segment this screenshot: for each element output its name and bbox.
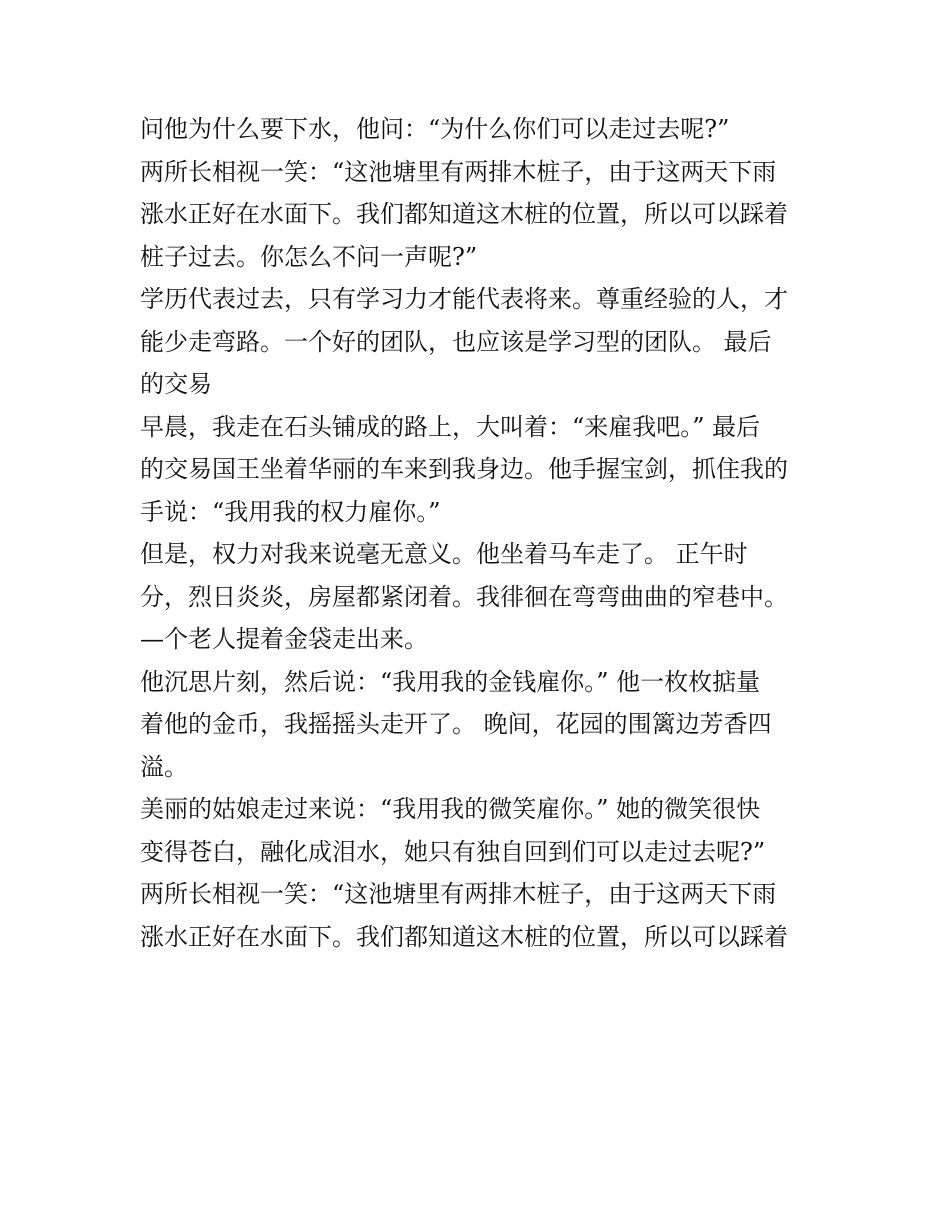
text-line: —个老人提着金袋走出来。 [140, 625, 428, 653]
text-line: 涨水正好在水面下。我们都知道这木桩的位置，所以可以踩着 [140, 922, 788, 951]
text-line: 两所长相视一笑：“这池塘里有两排木桩子，由于这两天下雨 [140, 880, 777, 908]
text-line: 学历代表过去，只有学习力才能代表将来。尊重经验的人，才 [140, 285, 788, 313]
text-line: 变得苍白，融化成泪水，她只有独自回到们可以走过去呢?” [140, 837, 766, 866]
document-body [140, 108, 820, 958]
text-line: 美丽的姑娘走过来说：“我用我的微笑雇你。” 她的微笑很快 [140, 795, 761, 823]
text-line: 的交易 [140, 370, 212, 398]
text-line: 能少走弯路。一个好的团队，也应该是学习型的团队。 最后 [140, 327, 772, 356]
text-line: 问他为什么要下水，他问：“为什么你们可以走过去呢?” [140, 115, 730, 143]
text-line: 涨水正好在水面下。我们都知道这木桩的位置，所以可以踩着 [140, 200, 788, 228]
text-line: 桩子过去。你怎么不问一声呢?” [140, 242, 478, 271]
text-line: 早晨，我走在石头铺成的路上，大叫着：“来雇我吧。” 最后 [140, 412, 761, 441]
text-line: 但是，权力对我来说毫无意义。他坐着马车走了。 正午时 [140, 540, 748, 568]
text-line: 的交易国王坐着华丽的车来到我身边。他手握宝剑，抓住我的 [140, 455, 788, 483]
text-line: 溢。 [140, 752, 188, 781]
text-line: 着他的金币，我摇摇头走开了。 晚间，花园的围篱边芳香四 [140, 710, 772, 738]
text-line: 他沉思片刻，然后说：“我用我的金钱雇你。” 他一枚枚掂量 [140, 667, 761, 696]
text-line: 分，烈日炎炎，房屋都紧闭着。我徘徊在弯弯曲曲的窄巷中。 [140, 582, 788, 611]
text-line: 两所长相视一笑：“这池塘里有两排木桩子，由于这两天下雨 [140, 157, 777, 186]
text-line: 手说：“我用我的权力雇你。” [140, 497, 441, 526]
